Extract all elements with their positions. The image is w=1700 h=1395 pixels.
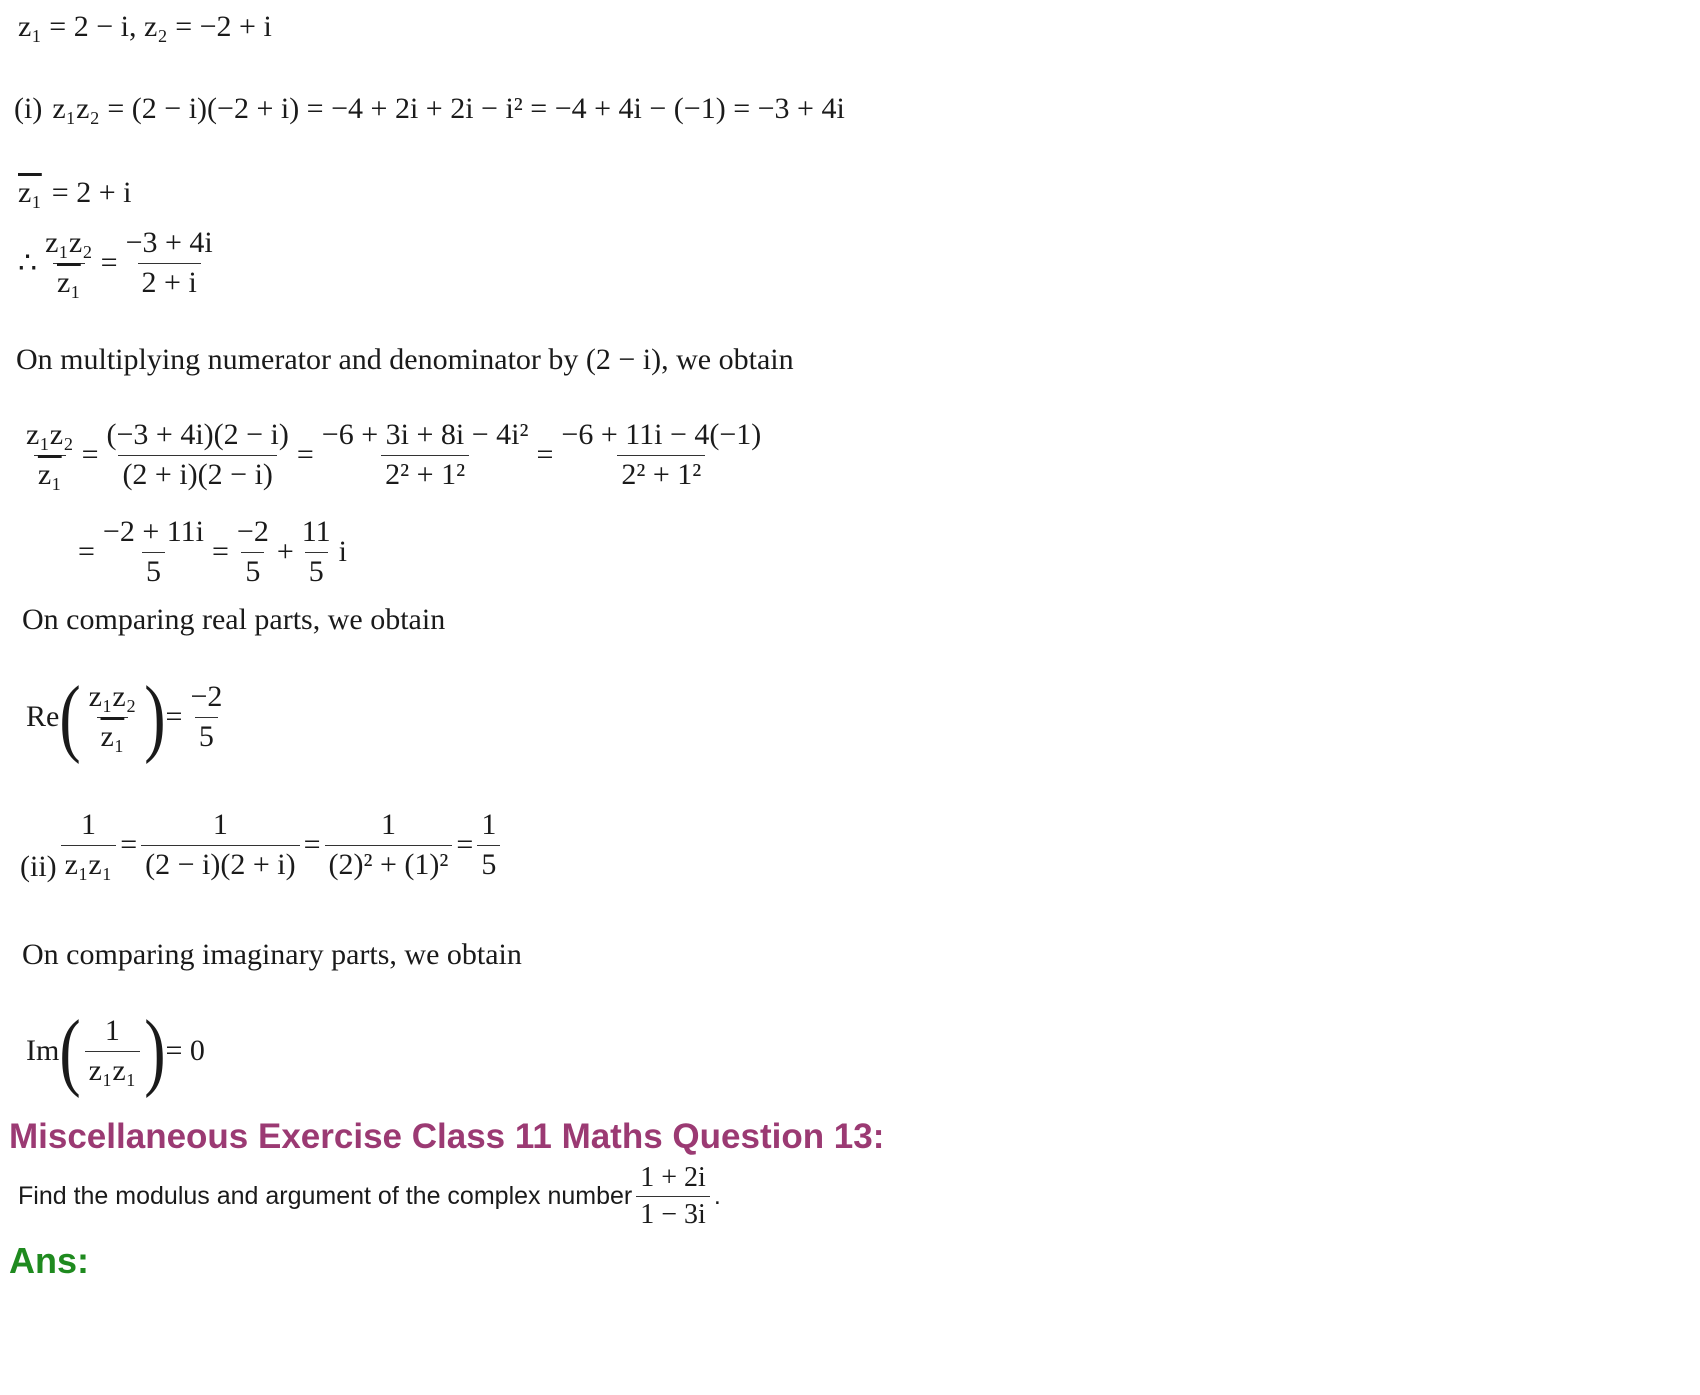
- conjugate-symbol: z₁: [18, 176, 42, 209]
- fraction: $\frac{-3 + 4i}{2 + i}$: [125, 226, 213, 299]
- conjugate-value: = 2 + i: [51, 176, 132, 209]
- fraction: $\frac{(-3 + 4i)(2 - i)}{(2 + i)(2 - i)}$: [106, 418, 289, 491]
- fraction: $\frac{1}{\text{z₁z₁}}$: [61, 808, 117, 882]
- fraction: $\frac{1}{(2 - i)(2 + i)}$: [141, 808, 299, 882]
- fraction: $\frac{1}{5}$: [477, 808, 500, 882]
- imaginary-part-result: Im ( $\frac{1}{\text{z₁z₁}}$ ) = 0: [26, 1002, 205, 1099]
- fraction: $\frac{-6 + 11i - 4(-1)}{\text{2² + 1²}}$: [561, 418, 762, 491]
- part-i-label: (i): [14, 92, 43, 125]
- fraction: $\frac{\text{z₁z₂}}{\text{z₁}}$: [45, 226, 93, 299]
- given-values: z₁ = 2 − i, z₂ = −2 + i: [18, 10, 272, 43]
- part-i-expression: z₁z₂ = (2 − i)(−2 + i) = −4 + 2i + 2i − i² = −4 + 4i − (−1) = −3 + 4i: [52, 92, 845, 125]
- part-ii-label: (ii): [20, 850, 57, 883]
- question-fraction: $\frac{1 + 2i}{1 - 3i}$: [636, 1162, 710, 1231]
- answer-label: Ans:: [9, 1240, 89, 1281]
- fraction: $\frac{1}{\text{z₁z₁}}$: [85, 1014, 141, 1088]
- part-i-line: [14, 92, 845, 126]
- fraction: $\frac{1}{\text{(2)² + (1)²}}$: [325, 808, 453, 882]
- fraction: $\frac{-2}{5}$: [190, 680, 223, 753]
- question-heading: Miscellaneous Exercise Class 11 Maths Question 13:: [9, 1117, 885, 1156]
- part-ii-line: (ii) $\frac{1}{\text{z₁z₁}}$ = $\frac{1}{(2 - i)(2 + i)}$ = $\frac{1}{\text{(2)² + (1)²}}$ = $\frac{1}{5}$: [20, 808, 504, 882]
- prose-real-parts: On comparing real parts, we obtain: [22, 603, 446, 636]
- real-part-result: Re ( $\frac{\text{z₁z₂}}{\text{z₁}}$ ) = $\frac{-2}{5}$: [26, 680, 230, 754]
- fraction: $\frac{\text{z₁z₂}}{\text{z₁}}$: [88, 680, 137, 753]
- calc-line-2: = $\frac{-2 + 11i}{5}$ = $\frac{-2}{5}$ + $\frac{11}{5}$ i: [78, 515, 347, 588]
- fraction: $\frac{-2}{5}$: [236, 515, 269, 588]
- fraction: $\frac{11}{5}$: [301, 515, 331, 588]
- question-line: Find the modulus and argument of the complex number $\frac{1 + 2i}{1 - 3i}$ .: [18, 1162, 721, 1231]
- question-text: Find the modulus and argument of the complex number: [18, 1182, 633, 1211]
- therefore-line: ∴ $\frac{\text{z₁z₂}}{\text{z₁}}$ = $\frac{-3 + 4i}{2 + i}$: [18, 226, 221, 300]
- fraction: $\frac{\text{z₁z₂}}{\text{z₁}}$: [26, 418, 74, 491]
- fraction: $\frac{-2 + 11i}{5}$: [102, 515, 204, 588]
- prose-multiply: On multiplying numerator and denominator by (2 − i), we obtain: [16, 343, 794, 376]
- conjugate-line: [18, 176, 131, 210]
- prose-imaginary-parts: On comparing imaginary parts, we obtain: [22, 938, 522, 971]
- calc-line-1: $\frac{\text{z₁z₂}}{\text{z₁}}$ = $\frac{(-3 + 4i)(2 - i)}{(2 + i)(2 - i)}$ = $\frac{\text{−6 + 3i + 8i − 4i²}}{\text{2² + 1²}}$ = $\frac{-6 + 11i - 4(-1)}{\text{2² + 1²}}$: [18, 418, 769, 492]
- therefore-symbol: ∴: [18, 246, 38, 280]
- fraction: $\frac{\text{−6 + 3i + 8i − 4i²}}{\text{2² + 1²}}$: [321, 418, 529, 491]
